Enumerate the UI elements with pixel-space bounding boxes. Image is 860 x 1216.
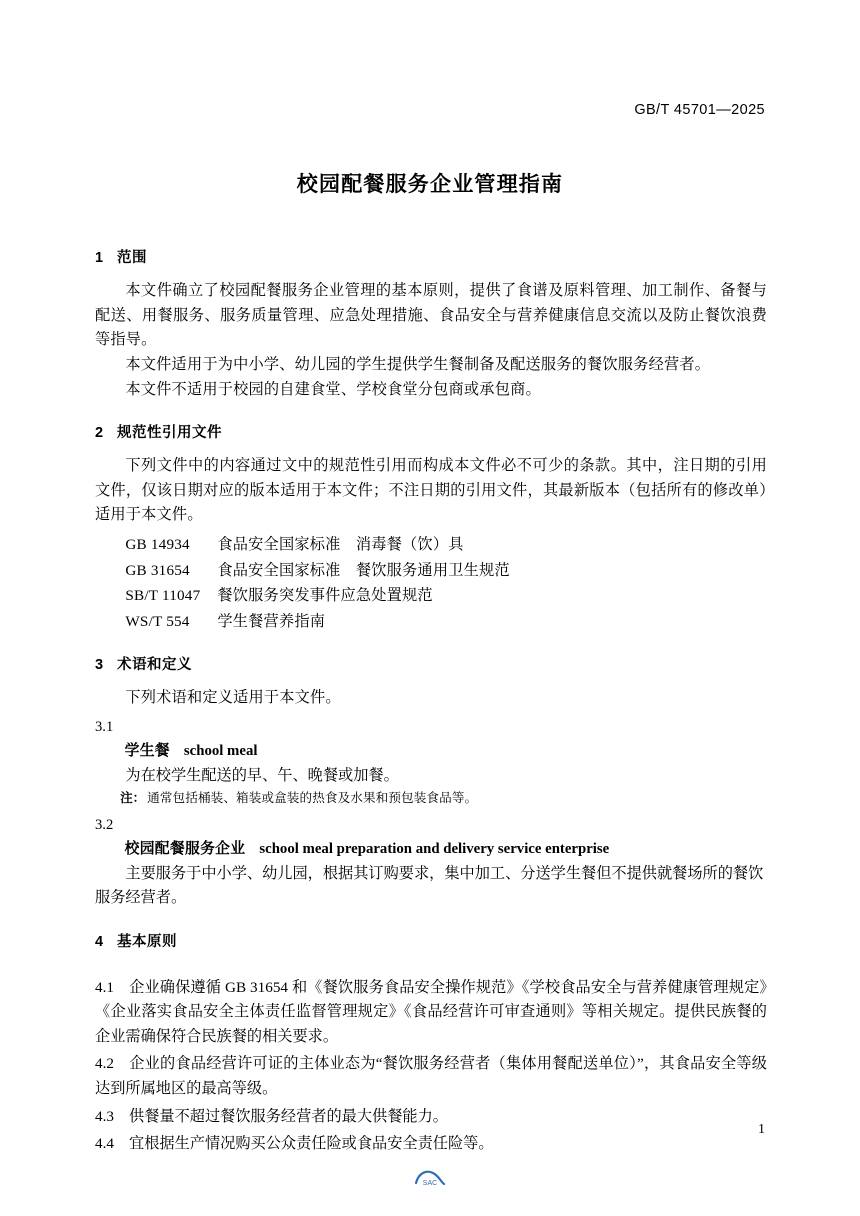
spacer xyxy=(95,911,767,930)
term-name-en: school meal preparation and delivery service enterprise xyxy=(259,840,610,857)
reference-item xyxy=(95,532,767,558)
svg-text:SAC: SAC xyxy=(422,1180,438,1187)
reference-code: WS/T 554 xyxy=(125,612,190,630)
reference-item xyxy=(95,609,767,635)
spacer xyxy=(95,963,767,973)
page-title: 校园配餐服务企业管理指南 xyxy=(296,173,564,196)
term-index-3-1: 3.1 xyxy=(95,718,114,735)
section-heading-3 xyxy=(95,653,767,674)
reference-name: 食品安全国家标准 消毒餐（饮）具 xyxy=(217,536,464,553)
note-text: 通常包括桶装、箱装或盒装的热食及水果和预包装食品等。 xyxy=(147,791,478,806)
clause-4-4 xyxy=(95,1132,767,1157)
section-3-paragraph-1: 下列术语和定义适用于本文件。 xyxy=(125,689,341,707)
clause-text: 供餐量不超过餐饮服务经营者的最大供餐能力。 xyxy=(129,1107,448,1125)
clause-text: 企业确保遵循 GB 31654 和《餐饮服务食品安全操作规范》《学校食品安全与营养健康管理规定》《企业落实食品安全主体责任监督管理规定》《食品经营许可审查通则》等相关规定。提供民族餐的企业需确保符合民族餐的相关要求。 xyxy=(95,978,767,1045)
section-title-2: 规范性引用文件 xyxy=(117,425,222,442)
document-body xyxy=(95,246,767,1157)
reference-item xyxy=(95,558,767,584)
clause-index: 4.1 xyxy=(95,978,114,996)
section-heading-1 xyxy=(95,246,767,267)
term-note-3-1 xyxy=(95,788,767,809)
section-title-3: 术语和定义 xyxy=(117,657,192,674)
section-2-paragraph-1: 下列文件中的内容通过文中的规范性引用而构成本文件必不可少的条款。其中，注日期的引用文件，仅该日期对应的版本适用于本文件；不注日期的引用文件，其最新版本（包括所有的修改单）适用于本文件。 xyxy=(95,457,767,524)
term-name-3-2 xyxy=(95,837,767,862)
page-number: 1 xyxy=(758,1122,765,1137)
clause-4-2 xyxy=(95,1052,767,1101)
reference-name: 食品安全国家标准 餐饮服务通用卫生规范 xyxy=(217,561,510,579)
spacer xyxy=(95,634,767,653)
section-1-paragraph-2: 本文件适用于为中小学、幼儿园的学生提供学生餐制备及配送服务的餐饮服务经营者。 xyxy=(125,355,711,373)
reference-name: 餐饮服务突发事件应急处置规范 xyxy=(217,587,433,605)
clause-index: 4.3 xyxy=(95,1107,114,1125)
sac-logo-icon xyxy=(413,1168,447,1190)
term-definition-3-2: 主要服务于中小学、幼儿园，根据其订购要求，集中加工、分送学生餐但不提供就餐场所的餐饮服务经营者。 xyxy=(95,864,764,907)
clause-index: 4.2 xyxy=(95,1055,114,1073)
reference-code: GB 31654 xyxy=(125,561,190,579)
clause-4-3 xyxy=(95,1105,767,1130)
spacer xyxy=(95,402,767,421)
section-number-2: 2 xyxy=(95,425,104,442)
section-heading-4 xyxy=(95,930,767,951)
reference-name: 学生餐营养指南 xyxy=(217,612,326,630)
reference-code: SB/T 11047 xyxy=(125,587,201,605)
reference-item xyxy=(95,583,767,609)
note-label: 注： xyxy=(120,791,146,806)
section-number-3: 3 xyxy=(95,657,104,674)
clause-index: 4.4 xyxy=(95,1135,114,1153)
term-name-en: school meal xyxy=(183,742,258,759)
clause-text: 企业的食品经营许可证的主体业态为“餐饮服务经营者（集体用餐配送单位）”，其食品安全等级达到所属地区的最高等级。 xyxy=(95,1055,767,1098)
clause-4-1 xyxy=(95,976,767,1050)
section-1-paragraph-1: 本文件确立了校园配餐服务企业管理的基本原则，提供了食谱及原料管理、加工制作、备餐与配送、用餐服务、服务质量管理、应急处理措施、食品安全与营养健康信息交流以及防止餐饮浪费等指导。 xyxy=(95,282,767,349)
section-title-4: 基本原则 xyxy=(117,933,177,950)
reference-code: GB 14934 xyxy=(125,536,190,553)
normative-reference-list xyxy=(95,532,767,634)
term-definition-3-1: 为在校学生配送的早、午、晚餐或加餐。 xyxy=(125,766,399,784)
section-title-1: 范围 xyxy=(117,250,147,266)
term-index-3-2: 3.2 xyxy=(95,816,114,833)
section-heading-2 xyxy=(95,421,767,442)
page-header: GB/T 45701—2025 xyxy=(634,102,765,118)
term-name-cn: 学生餐 xyxy=(124,742,170,759)
term-name-3-1 xyxy=(95,739,767,764)
section-number-4: 4 xyxy=(95,933,104,950)
term-name-cn: 校园配餐服务企业 xyxy=(124,840,246,857)
section-number-1: 1 xyxy=(95,250,104,266)
section-1-paragraph-3: 本文件不适用于校园的自建食堂、学校食堂分包商或承包商。 xyxy=(125,380,541,398)
clause-text: 宜根据生产情况购买公众责任险或食品安全责任险等。 xyxy=(129,1135,494,1153)
